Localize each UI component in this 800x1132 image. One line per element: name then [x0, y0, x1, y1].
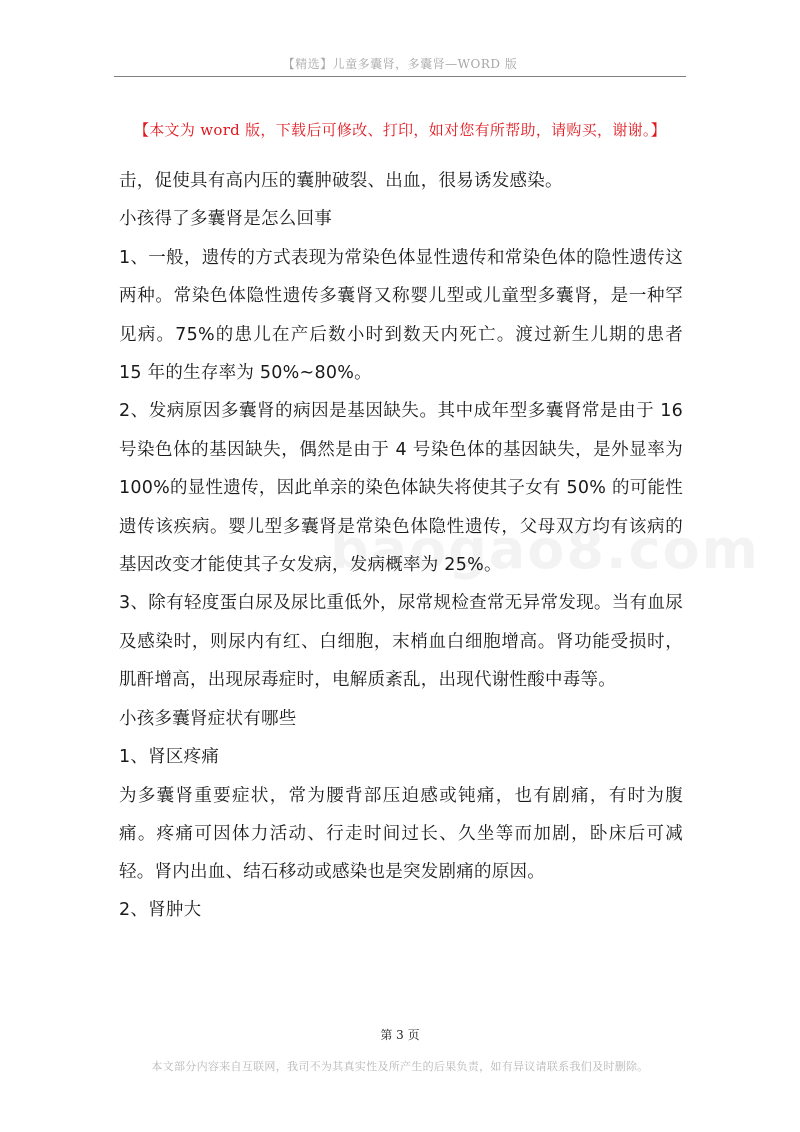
download-notice: 【本文为 word 版，下载后可修改、打印，如对您有所帮助，请购买，谢谢。】	[133, 121, 667, 139]
header-divider	[114, 76, 686, 77]
section-heading-symptoms: 小孩多囊肾症状有哪些	[119, 708, 297, 729]
subheading-kidney-enlargement: 2、肾肿大	[119, 899, 202, 920]
paragraph-gene-cause: 2、发病原因多囊肾的病因是基因缺失。其中成年型多囊肾常是由于 16 号染色体的基因缺失，偶然是由于 4 号染色体的基因缺失，是外显率为 100%的显性遗传，因此单亲的染色体缺失将使其子女有 50% 的可能性遗传该疾病。婴儿型多囊肾是常染色体隐性遗传，父母双方均有该病的基因改变才能使其子女发病，发病概率为 25%。	[119, 401, 683, 576]
page-number: 第 3 页	[380, 1028, 420, 1042]
paragraph-pain-details: 为多囊肾重要症状，常为腰背部压迫感或钝痛，也有剧痛，有时为腹痛。疼痛可因体力活动、行走时间过长、久坐等而加剧，卧床后可减轻。肾内出血、结石移动或感染也是突发剧痛的原因。	[119, 785, 683, 883]
document-header-title: 【精选】儿童多囊肾，多囊肾—WORD 版	[282, 57, 518, 71]
footer-disclaimer: 本文部分内容来自互联网，我司不为其真实性及所产生的后果负责，如有异议请联系我们及时删除。	[151, 1060, 649, 1073]
subheading-kidney-pain: 1、肾区疼痛	[119, 747, 220, 768]
section-heading-causes: 小孩得了多囊肾是怎么回事	[119, 209, 332, 230]
paragraph-urinalysis: 3、除有轻度蛋白尿及尿比重低外，尿常规检查常无异常发现。当有血尿及感染时，则尿内有红、白细胞，末梢血白细胞增高。肾功能受损时，肌酐增高，出现尿毒症时，电解质紊乱，出现代谢性酸中毒等。	[119, 593, 683, 691]
paragraph-inheritance: 1、一般，遗传的方式表现为常染色体显性遗传和常染色体的隐性遗传这两种。常染色体隐性遗传多囊肾又称婴儿型或儿童型多囊肾，是一种罕见病。75%的患儿在产后数小时到数天内死亡。渡过新生儿期的患者 15 年的生存率为 50%~80%。	[119, 247, 683, 384]
document-body	[119, 162, 683, 929]
paragraph-continuation: 击，促使具有高内压的囊肿破裂、出血，很易诱发感染。	[119, 171, 563, 191]
